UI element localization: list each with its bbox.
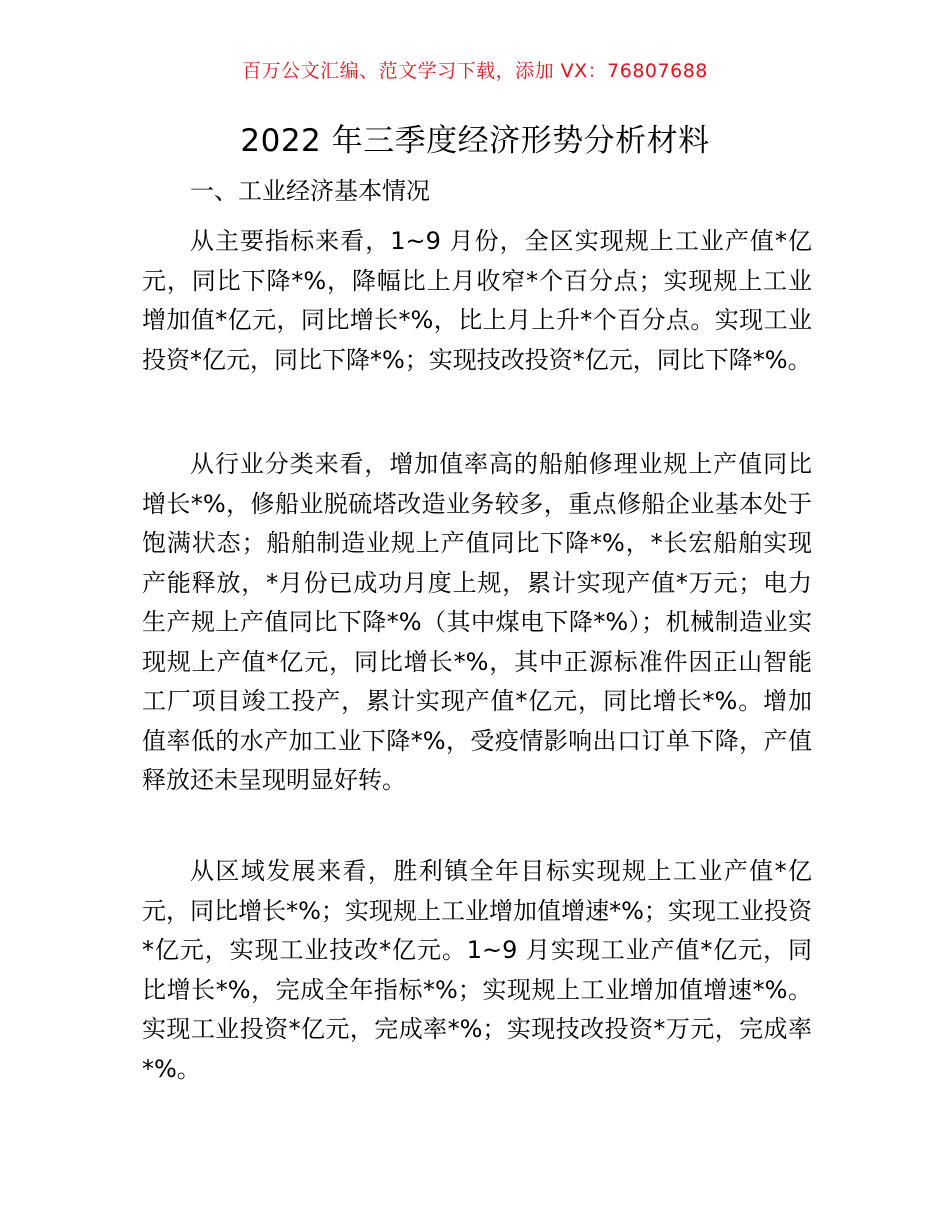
section-heading: 一、工业经济基本情况 — [190, 177, 430, 205]
paragraph-main-indicators: 从主要指标来看，1~9 月份，全区实现规上工业产值*亿元，同比下降*%，降幅比上月收窄*个百分点；实现规上工业增加值*亿元，同比增长*%，比上月上升*个百分点。实现工业投资*亿元，同比下降*%；实现技改投资*亿元，同比下降*%。 — [142, 227, 812, 374]
paragraph-regional-development: 从区域发展来看，胜利镇全年目标实现规上工业产值*亿元，同比增长*%；实现规上工业增加值增速*%；实现工业投资*亿元，实现工业技改*亿元。1~9 月实现工业产值*亿元，同比增长*%，完成全年指标*%；实现规上工业增加值增速*%。实现工业投资*亿元，完成率*%；实现技改投资*万元，完成率*%。 — [142, 857, 812, 1083]
document-title: 2022 年三季度经济形势分析材料 — [240, 123, 710, 159]
download-notice: 百万公文汇编、范文学习下载，添加 VX：76807688 — [242, 60, 708, 82]
paragraph-industry-classification: 从行业分类来看，增加值率高的船舶修理业规上产值同比增长*%，修船业脱硫塔改造业务较多，重点修船企业基本处于饱满状态；船舶制造业规上产值同比下降*%，*长宏船舶实现产能释放，*月份已成功月度上规，累计实现产值*万元；电力生产规上产值同比下降*%（其中煤电下降*%）；机械制造业实现规上产值*亿元，同比增长*%，其中正源标准件因正山智能工厂项目竣工投产，累计实现产值*亿元，同比增长*%。增加值率低的水产加工业下降*%，受疫情影响出口订单下降，产值释放还未呈现明显好转。 — [142, 450, 812, 794]
